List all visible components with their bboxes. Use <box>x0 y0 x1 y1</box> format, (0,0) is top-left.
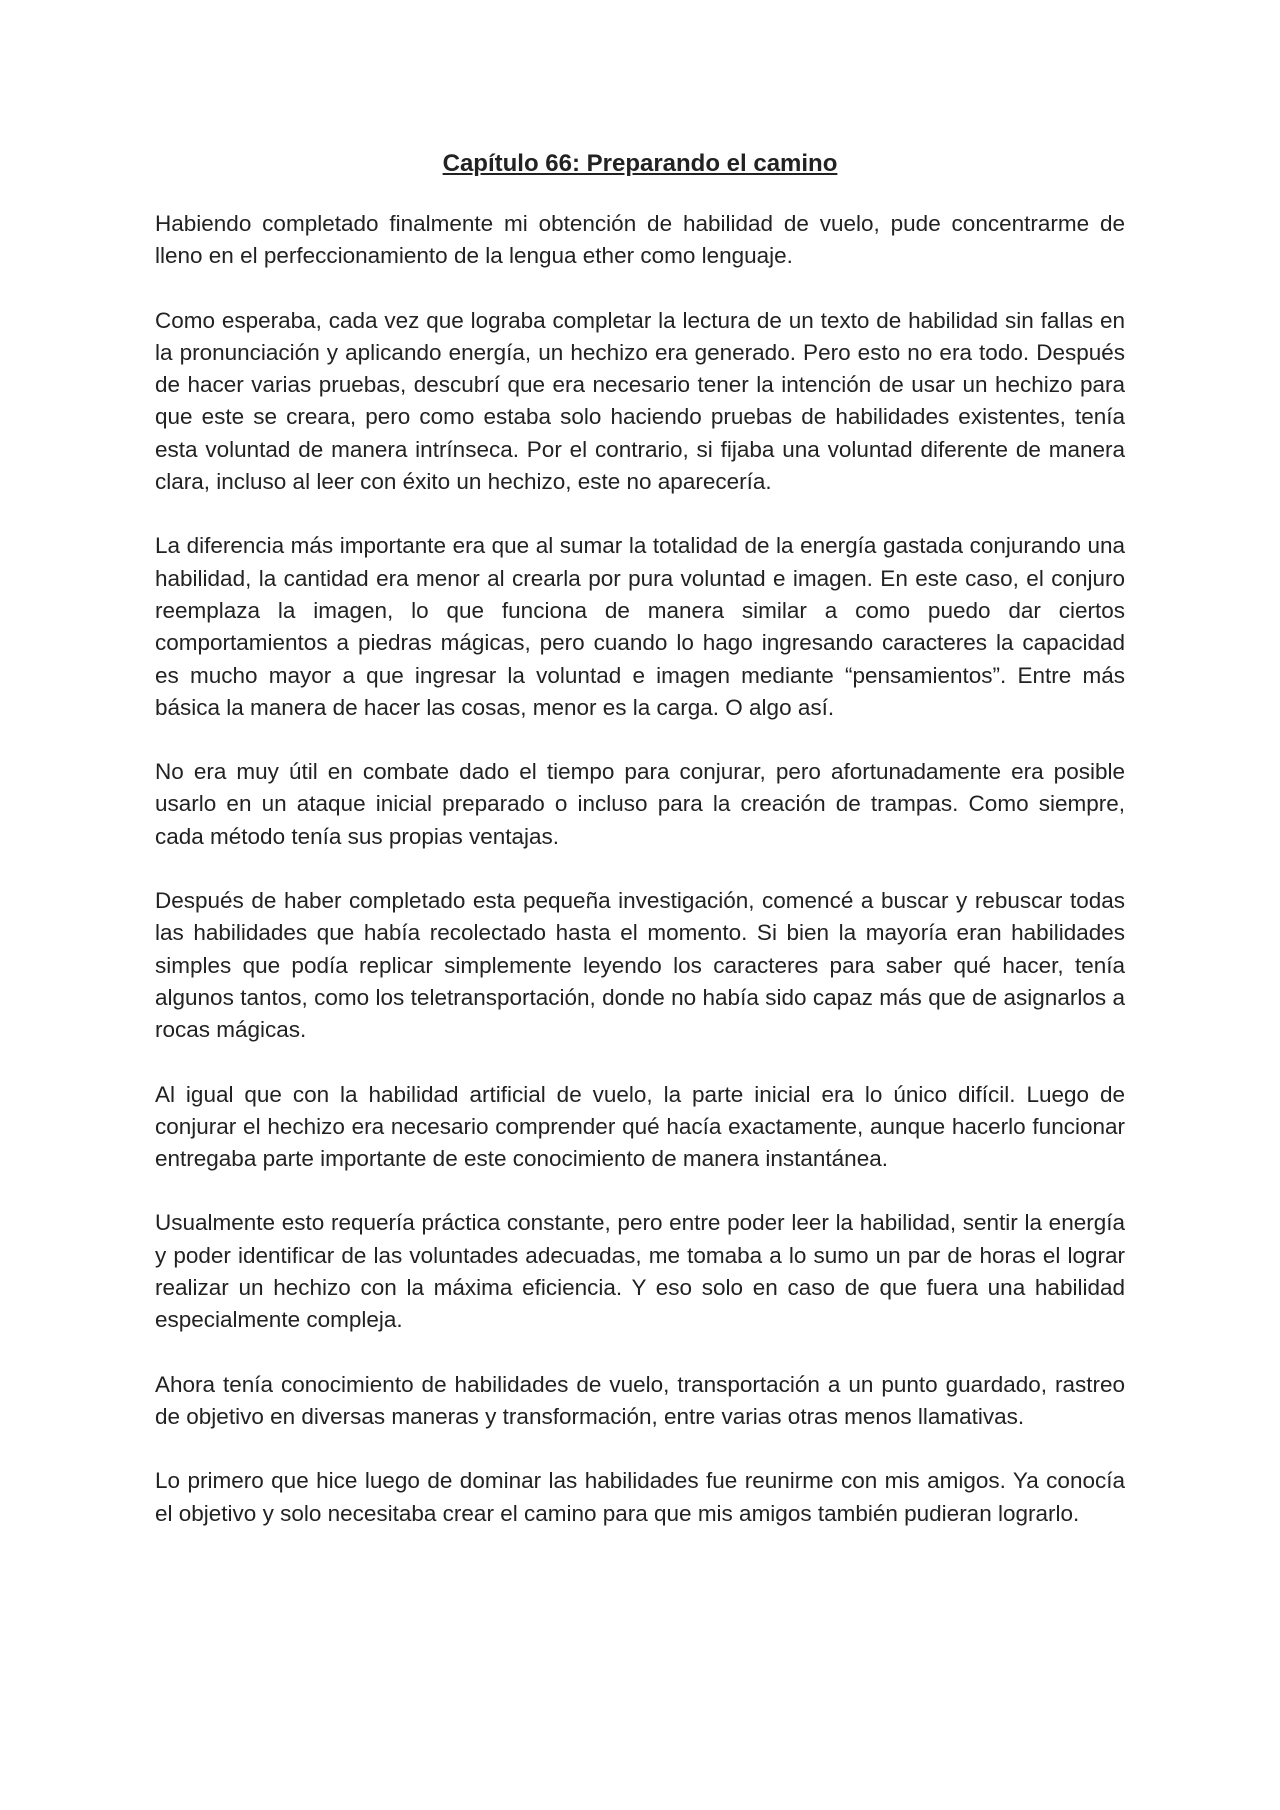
paragraph-4: No era muy útil en combate dado el tiempo para conjurar, pero afortunadamente era posible usarlo en un ataque inicial preparado o incluso para la creación de trampas. Como siempre, cada método tenía sus propias ventajas. <box>155 759 1125 849</box>
paragraph-1: Habiendo completado finalmente mi obtención de habilidad de vuelo, pude concentrarme de lleno en el perfeccionamiento de la lengua ether como lenguaje. <box>155 211 1125 269</box>
chapter-title: Capítulo 66: Preparando el camino <box>442 150 838 177</box>
paragraph-2: Como esperaba, cada vez que lograba completar la lectura de un texto de habilidad sin fallas en la pronunciación y aplicando energía, un hechizo era generado. Pero esto no era todo. Después de hacer varias pruebas, descubrí que era necesario tener la intención de usar un hechizo para que este se creara, pero como estaba solo haciendo pruebas de habilidades existentes, tenía esta voluntad de manera intrínseca. Por el contrario, si fijaba una voluntad diferente de manera clara, incluso al leer con éxito un hechizo, este no aparecería. <box>155 307 1125 495</box>
paragraph-3: La diferencia más importante era que al sumar la totalidad de la energía gastada conjurando una habilidad, la cantidad era menor al crearla por pura voluntad e imagen. En este caso, el conjuro reemplaza la imagen, lo que funciona de manera similar a como puedo dar ciertos comportamientos a piedras mágicas, pero cuando lo hago ingresando caracteres la capacidad es mucho mayor a que ingresar la voluntad e imagen mediante “pensamientos”. Entre más básica la manera de hacer las cosas, menor es la carga. O algo así. <box>155 533 1125 720</box>
paragraph-9: Lo primero que hice luego de dominar las habilidades fue reunirme con mis amigos. Ya conocía el objetivo y solo necesitaba crear el camino para que mis amigos también pudieran lograrlo. <box>155 1468 1125 1526</box>
paragraph-7: Usualmente esto requería práctica constante, pero entre poder leer la habilidad, sentir la energía y poder identificar de las voluntades adecuadas, me tomaba a lo sumo un par de horas el lograr realizar un hechizo con la máxima eficiencia. Y eso solo en caso de que fuera una habilidad especialmente compleja. <box>155 1210 1125 1333</box>
paragraph-5: Después de haber completado esta pequeña investigación, comencé a buscar y rebuscar todas las habilidades que había recolectado hasta el momento. Si bien la mayoría eran habilidades simples que podía replicar simplemente leyendo los caracteres para saber qué hacer, tenía algunos tantos, como los teletransportación, donde no había sido capaz más que de asignarlos a rocas mágicas. <box>155 888 1125 1043</box>
paragraph-8: Ahora tenía conocimiento de habilidades de vuelo, transportación a un punto guardado, rastreo de objetivo en diversas maneras y transformación, entre varias otras menos llamativas. <box>155 1371 1125 1429</box>
paragraph-6: Al igual que con la habilidad artificial de vuelo, la parte inicial era lo único difícil. Luego de conjurar el hechizo era necesario comprender qué hacía exactamente, aunque hacerlo funcionar entregaba parte importante de este conocimiento de manera instantánea. <box>155 1081 1125 1172</box>
document-page <box>155 148 1125 1562</box>
